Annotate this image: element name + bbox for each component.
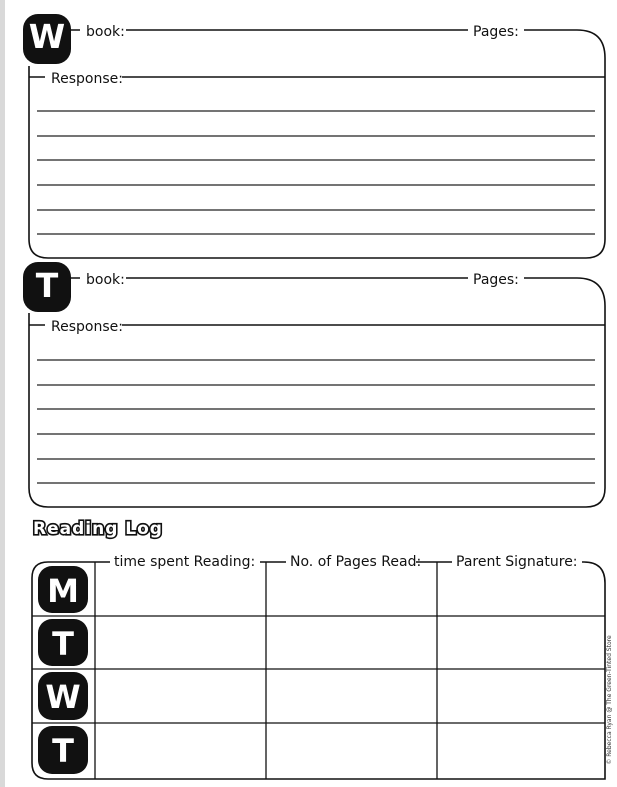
day-letter: W [28,17,66,56]
pages-label[interactable]: Pages: [473,24,519,40]
response-label[interactable]: Response: [51,71,123,87]
reading-log-title: Reading Log [33,519,163,539]
response-box-frame [29,278,605,507]
row-day-letter: M [47,572,79,610]
response-section-2 [23,262,605,507]
writing-lines [37,360,595,483]
response-label[interactable]: Response: [51,319,123,335]
row-day-letter: T [52,732,74,770]
col-parent-signature[interactable]: Parent Signature: [456,554,578,570]
log-grid [32,562,605,779]
response-section-1 [23,14,605,258]
col-pages-read[interactable]: No. of Pages Read: [290,554,422,570]
row-day-letter: T [52,625,74,663]
credit-text: © Rebecca Ryan @ The Green-Tinted Store [606,635,613,765]
day-letter: T [35,266,59,305]
writing-lines [37,111,595,234]
book-label[interactable]: book: [86,272,125,288]
book-label[interactable]: book: [86,24,125,40]
pages-label[interactable]: Pages: [473,272,519,288]
log-table-frame [32,562,605,779]
response-box-frame [29,30,605,258]
reading-log [32,519,605,779]
row-day-letter: W [45,678,81,716]
col-time-spent[interactable]: time spent Reading: [114,554,256,570]
